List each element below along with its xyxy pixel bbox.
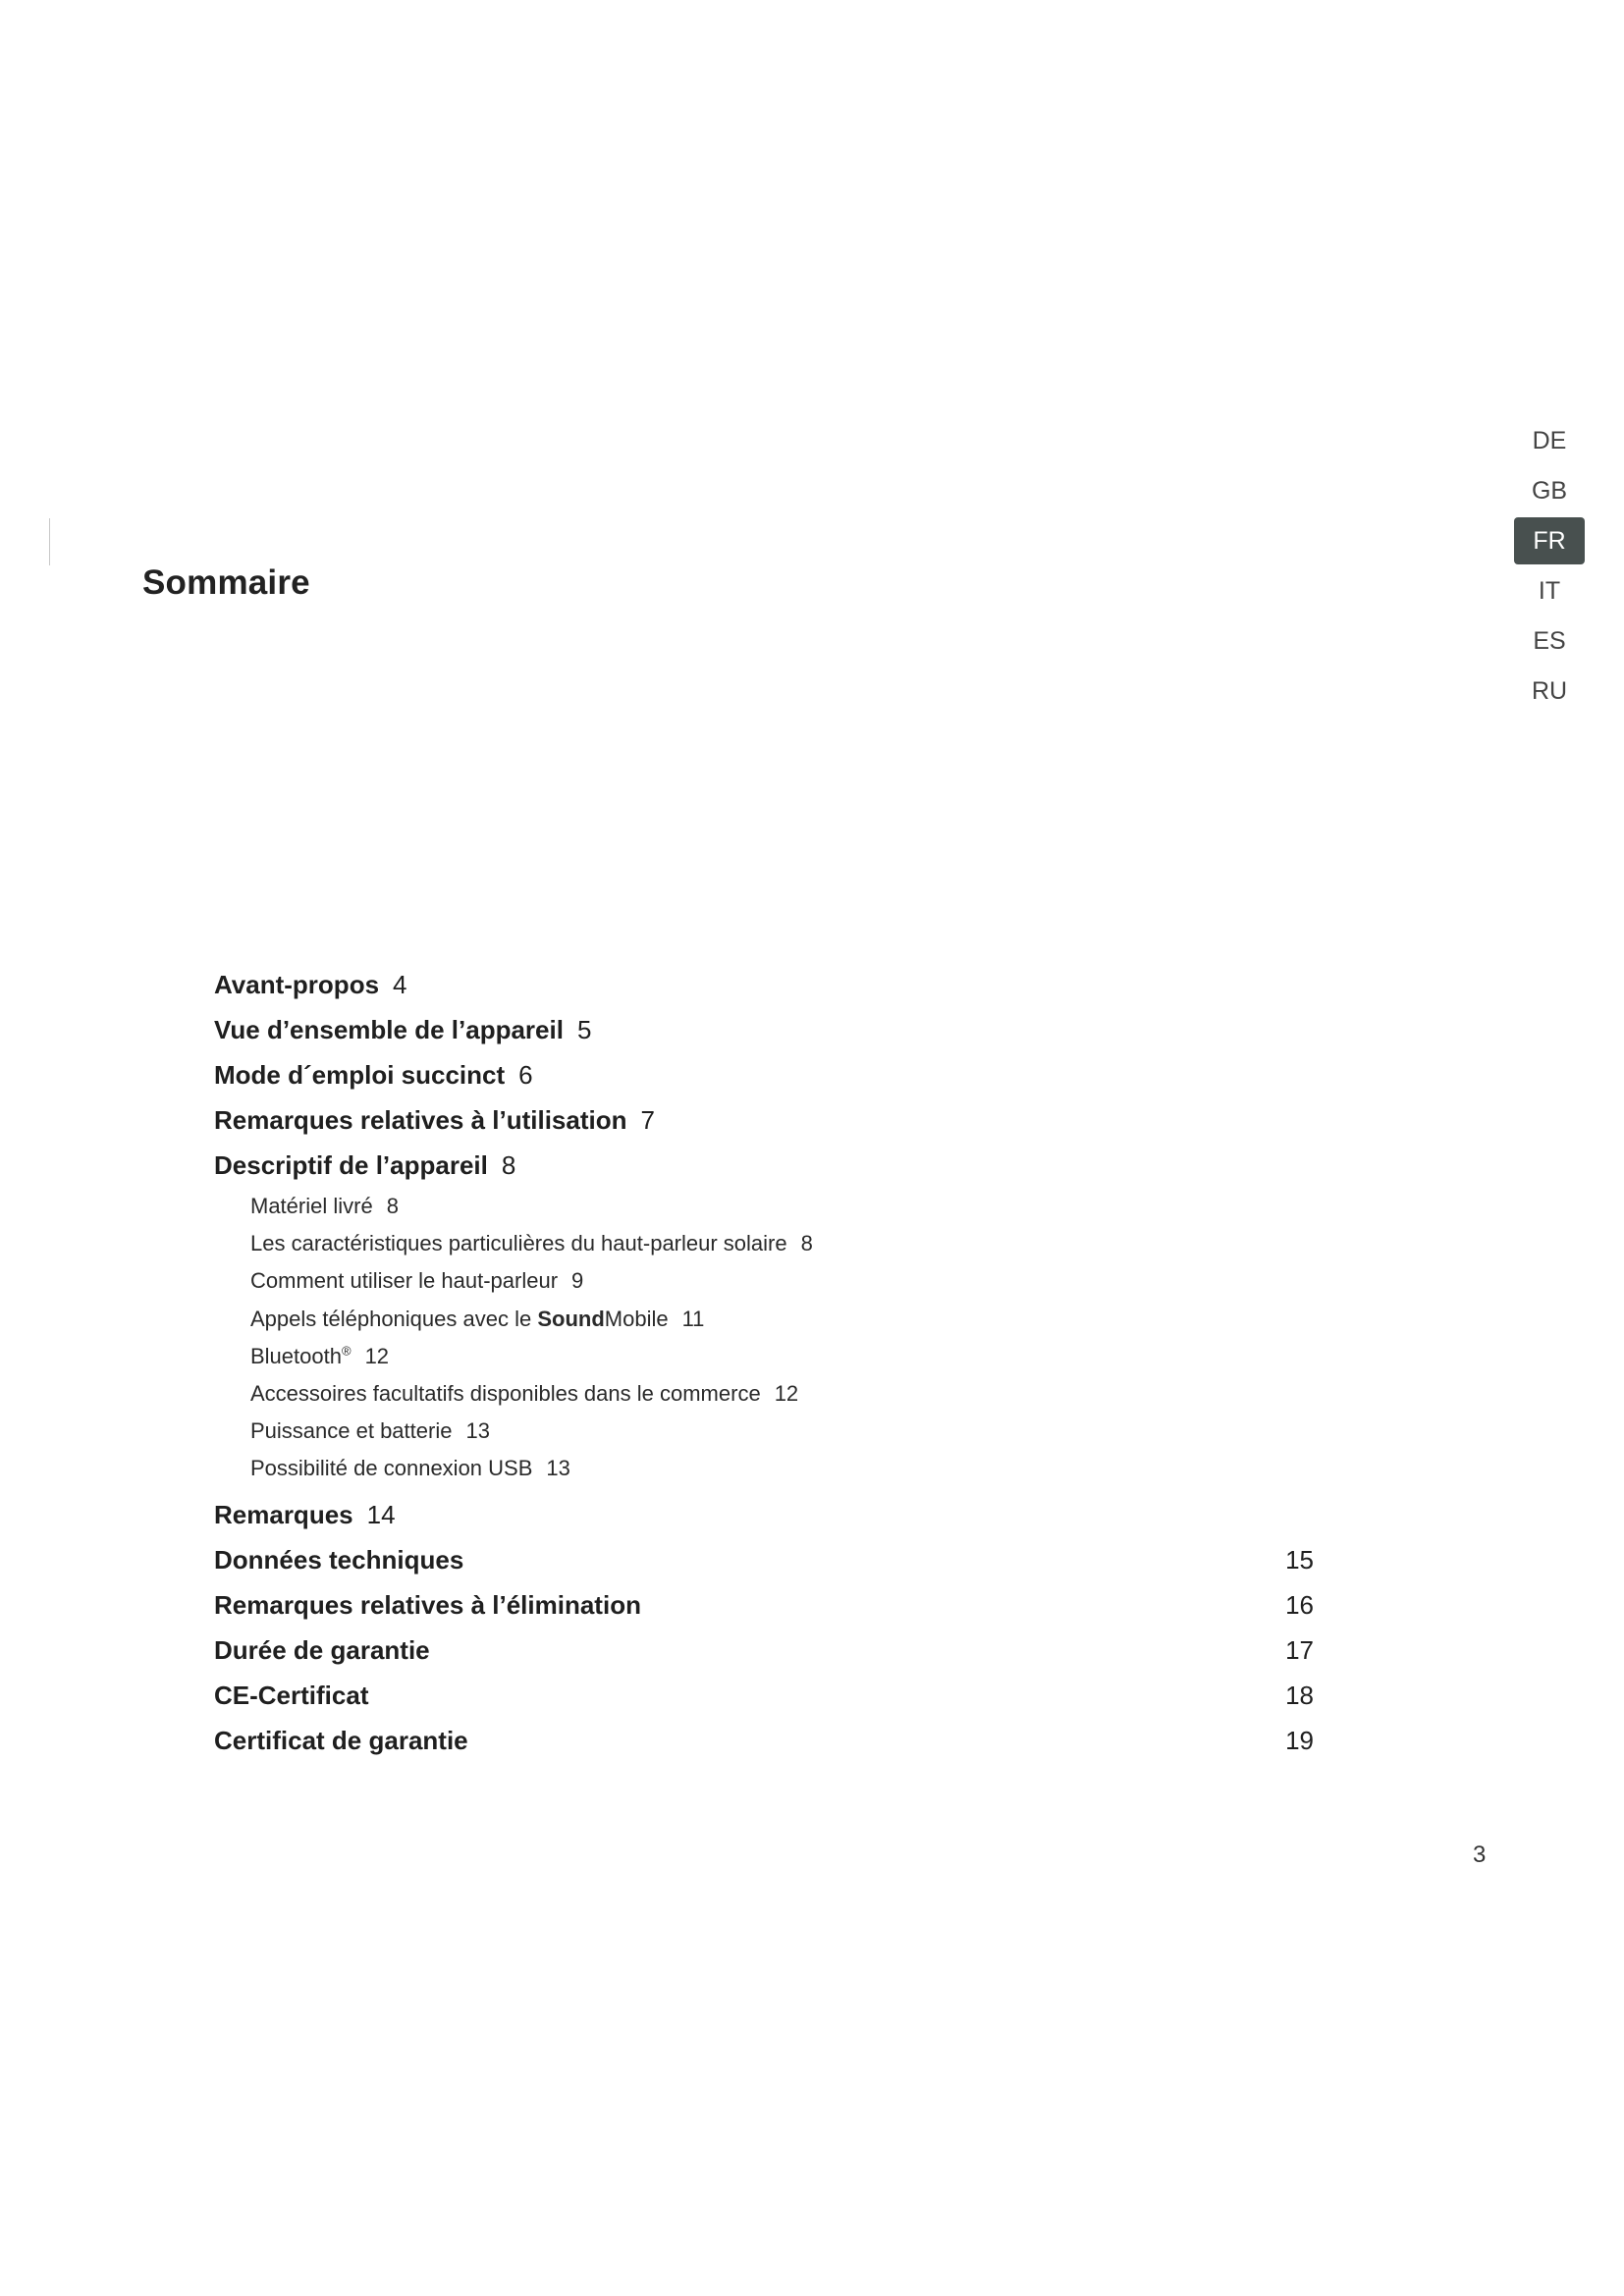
toc-entry-label: Mode d´emploi succinct	[214, 1060, 506, 1090]
toc-entry-label: Avant-propos	[214, 970, 380, 999]
toc-entry-label: CE-Certificat	[214, 1680, 369, 1710]
toc-page-number: 7	[640, 1105, 655, 1135]
toc-page-number: 12	[774, 1380, 799, 1406]
language-tab-fr[interactable]: FR	[1514, 517, 1585, 564]
language-tabs	[1514, 417, 1585, 718]
language-tab-es[interactable]: ES	[1533, 627, 1566, 655]
toc-subentry-comment-utiliser[interactable]	[214, 1262, 1314, 1300]
table-of-contents	[214, 962, 1314, 1763]
toc-subentry-materiel[interactable]	[214, 1188, 1314, 1225]
toc-entry-label-suffix: Mobile	[604, 1306, 669, 1331]
toc-page-number: 13	[546, 1456, 570, 1481]
toc-page-number: 8	[800, 1231, 813, 1256]
toc-page-number: 18	[1285, 1680, 1314, 1710]
toc-entry-label-brand: Sound	[537, 1306, 605, 1331]
margin-marker-line	[49, 518, 50, 565]
toc-entry-label: Possibilité de connexion USB	[250, 1456, 533, 1481]
toc-page-number: 16	[1285, 1589, 1314, 1620]
toc-subentry-caracteristiques[interactable]	[214, 1225, 1314, 1262]
toc-entry-vue-ensemble[interactable]	[214, 1007, 1314, 1052]
toc-page-number: 11	[681, 1306, 705, 1331]
page-number: 3	[1473, 1842, 1487, 1868]
toc-entry-donnees-techniques[interactable]	[214, 1537, 1314, 1582]
language-tab-de[interactable]: DE	[1532, 427, 1567, 454]
toc-entry-label: Accessoires facultatifs disponibles dans le commerce	[250, 1380, 761, 1406]
toc-entry-label: Bluetooth	[250, 1343, 342, 1368]
toc-entry-elimination[interactable]	[214, 1582, 1314, 1628]
toc-entry-descriptif[interactable]	[214, 1143, 1314, 1188]
toc-page-number: 9	[571, 1268, 584, 1294]
toc-subentry-puissance[interactable]	[214, 1413, 1314, 1450]
toc-entry-label: Remarques relatives à l’utilisation	[214, 1105, 627, 1135]
toc-entry-certificat-garantie[interactable]	[214, 1718, 1314, 1763]
toc-entry-mode-emploi[interactable]	[214, 1052, 1314, 1097]
page-title: Sommaire	[142, 563, 310, 602]
toc-page-number: 19	[1285, 1725, 1314, 1755]
toc-entry-label: Remarques	[214, 1499, 353, 1529]
toc-page-number: 12	[364, 1343, 390, 1368]
toc-entry-label: Durée de garantie	[214, 1634, 430, 1665]
toc-page-number: 4	[393, 970, 407, 999]
toc-entry-garantie[interactable]	[214, 1628, 1314, 1673]
toc-page-number: 5	[576, 1015, 592, 1044]
toc-page-number: 8	[501, 1150, 516, 1180]
toc-entry-avant-propos[interactable]	[214, 962, 1314, 1007]
toc-entry-label: Données techniques	[214, 1544, 464, 1575]
toc-page-number: 8	[386, 1194, 399, 1218]
toc-entry-label: Les caractéristiques particulières du haut-parleur solaire	[250, 1231, 787, 1256]
toc-subentry-bluetooth[interactable]	[214, 1338, 1314, 1375]
toc-entry-remarques[interactable]	[214, 1492, 1314, 1537]
toc-entry-label: Certificat de garantie	[214, 1725, 468, 1755]
toc-entry-label-prefix: Appels téléphoniques avec le	[250, 1306, 538, 1331]
toc-subentry-usb[interactable]	[214, 1450, 1314, 1487]
language-tab-it[interactable]: IT	[1538, 577, 1561, 605]
language-tab-gb[interactable]: GB	[1531, 477, 1568, 505]
toc-page-number: 6	[518, 1060, 533, 1090]
toc-entry-label: Puissance et batterie	[250, 1418, 453, 1444]
toc-page-number: 15	[1285, 1544, 1314, 1575]
toc-subentry-accessoires[interactable]	[214, 1375, 1314, 1413]
registered-mark: ®	[341, 1343, 352, 1359]
toc-entry-label: Comment utiliser le haut-parleur	[250, 1268, 559, 1294]
toc-page-number: 13	[465, 1418, 490, 1444]
toc-subentry-appels[interactable]	[214, 1301, 1314, 1338]
toc-entry-label: Remarques relatives à l’élimination	[214, 1589, 641, 1620]
toc-entry-label: Matériel livré	[250, 1194, 373, 1218]
toc-entry-label: Descriptif de l’appareil	[214, 1150, 488, 1180]
language-tab-ru[interactable]: RU	[1531, 677, 1568, 705]
toc-page-number: 17	[1285, 1634, 1314, 1665]
toc-page-number: 14	[366, 1499, 396, 1529]
toc-entry-remarques-utilisation[interactable]	[214, 1097, 1314, 1143]
toc-entry-label: Vue d’ensemble de l’appareil	[214, 1015, 564, 1044]
toc-entry-ce-certificat[interactable]	[214, 1673, 1314, 1718]
